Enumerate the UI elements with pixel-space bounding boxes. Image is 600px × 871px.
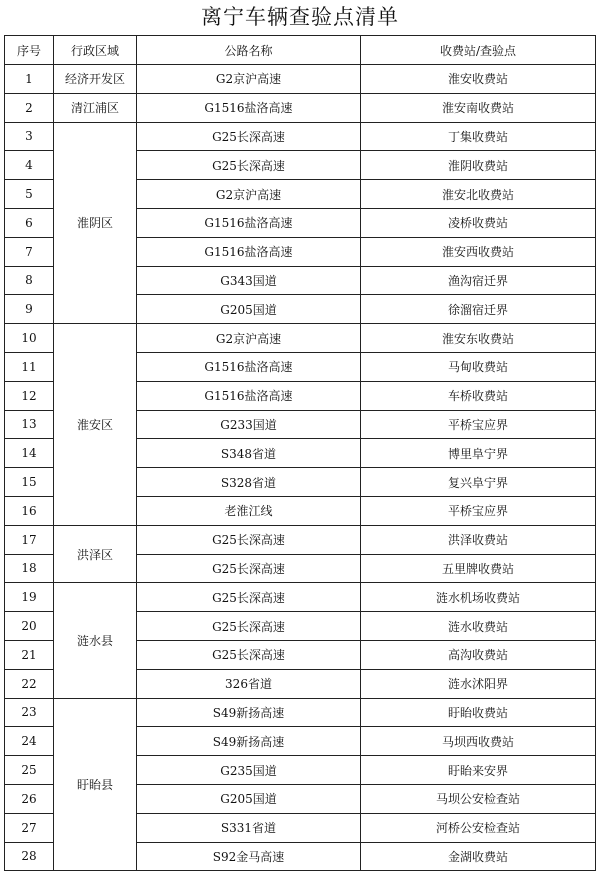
road-name-cell: 老淮江线: [137, 496, 361, 525]
table-header: [5, 36, 596, 65]
road-name-cell: G25长深高速: [137, 583, 361, 612]
admin-region-cell: 淮阴区: [54, 122, 137, 324]
station-cell: 涟水机场收费站: [361, 583, 596, 612]
road-name-cell: G1516盐洛高速: [137, 93, 361, 122]
road-name-cell: G343国道: [137, 266, 361, 295]
serial-number-cell: 17: [5, 525, 54, 554]
road-name-cell: S328省道: [137, 468, 361, 497]
serial-number-cell: 22: [5, 669, 54, 698]
road-name-cell: G25长深高速: [137, 640, 361, 669]
serial-number-cell: 28: [5, 842, 54, 871]
serial-number-cell: 27: [5, 813, 54, 842]
serial-number-cell: 20: [5, 612, 54, 641]
table-row: [5, 583, 596, 612]
serial-number-cell: 11: [5, 352, 54, 381]
station-cell: 河桥公安检查站: [361, 813, 596, 842]
serial-number-cell: 7: [5, 237, 54, 266]
station-cell: 凌桥收费站: [361, 208, 596, 237]
serial-number-cell: 10: [5, 324, 54, 353]
station-cell: 渔沟宿迁界: [361, 266, 596, 295]
station-cell: 盱眙收费站: [361, 698, 596, 727]
road-name-cell: S49新扬高速: [137, 727, 361, 756]
header-road-name: 公路名称: [137, 36, 361, 65]
road-name-cell: G1516盐洛高速: [137, 381, 361, 410]
table-body: [5, 65, 596, 871]
serial-number-cell: 9: [5, 295, 54, 324]
road-name-cell: S348省道: [137, 439, 361, 468]
serial-number-cell: 12: [5, 381, 54, 410]
serial-number-cell: 15: [5, 468, 54, 497]
road-name-cell: S49新扬高速: [137, 698, 361, 727]
station-cell: 淮安收费站: [361, 65, 596, 94]
table-row: [5, 525, 596, 554]
admin-region-cell: 洪泽区: [54, 525, 137, 583]
serial-number-cell: 26: [5, 784, 54, 813]
serial-number-cell: 6: [5, 208, 54, 237]
serial-number-cell: 18: [5, 554, 54, 583]
serial-number-cell: 4: [5, 151, 54, 180]
road-name-cell: G1516盐洛高速: [137, 352, 361, 381]
admin-region-cell: 涟水县: [54, 583, 137, 698]
table-row: [5, 324, 596, 353]
serial-number-cell: 23: [5, 698, 54, 727]
road-name-cell: G235国道: [137, 756, 361, 785]
checkpoint-table: [4, 35, 596, 871]
serial-number-cell: 24: [5, 727, 54, 756]
serial-number-cell: 3: [5, 122, 54, 151]
road-name-cell: G205国道: [137, 784, 361, 813]
road-name-cell: G25长深高速: [137, 525, 361, 554]
admin-region-cell: 清江浦区: [54, 93, 137, 122]
road-name-cell: G205国道: [137, 295, 361, 324]
serial-number-cell: 5: [5, 180, 54, 209]
station-cell: 淮安北收费站: [361, 180, 596, 209]
serial-number-cell: 16: [5, 496, 54, 525]
header-serial-number: 序号: [5, 36, 54, 65]
road-name-cell: G25长深高速: [137, 122, 361, 151]
station-cell: 淮阴收费站: [361, 151, 596, 180]
road-name-cell: G2京沪高速: [137, 65, 361, 94]
road-name-cell: G25长深高速: [137, 612, 361, 641]
serial-number-cell: 8: [5, 266, 54, 295]
station-cell: 淮安南收费站: [361, 93, 596, 122]
admin-region-cell: 经济开发区: [54, 65, 137, 94]
road-name-cell: G1516盐洛高速: [137, 208, 361, 237]
station-cell: 平桥宝应界: [361, 496, 596, 525]
station-cell: 淮安西收费站: [361, 237, 596, 266]
station-cell: 复兴阜宁界: [361, 468, 596, 497]
road-name-cell: G233国道: [137, 410, 361, 439]
road-name-cell: G1516盐洛高速: [137, 237, 361, 266]
table-row: [5, 122, 596, 151]
admin-region-cell: 淮安区: [54, 324, 137, 526]
table-row: [5, 93, 596, 122]
station-cell: 涟水沭阳界: [361, 669, 596, 698]
station-cell: 马坝西收费站: [361, 727, 596, 756]
station-cell: 五里牌收费站: [361, 554, 596, 583]
serial-number-cell: 14: [5, 439, 54, 468]
serial-number-cell: 21: [5, 640, 54, 669]
station-cell: 平桥宝应界: [361, 410, 596, 439]
serial-number-cell: 19: [5, 583, 54, 612]
serial-number-cell: 13: [5, 410, 54, 439]
road-name-cell: G2京沪高速: [137, 180, 361, 209]
station-cell: 车桥收费站: [361, 381, 596, 410]
station-cell: 盱眙来安界: [361, 756, 596, 785]
station-cell: 洪泽收费站: [361, 525, 596, 554]
header-station: 收费站/查验点: [361, 36, 596, 65]
road-name-cell: S331省道: [137, 813, 361, 842]
station-cell: 徐溜宿迁界: [361, 295, 596, 324]
road-name-cell: G25长深高速: [137, 554, 361, 583]
table-row: [5, 698, 596, 727]
serial-number-cell: 25: [5, 756, 54, 785]
station-cell: 丁集收费站: [361, 122, 596, 151]
serial-number-cell: 1: [5, 65, 54, 94]
road-name-cell: G25长深高速: [137, 151, 361, 180]
page-title: 离宁车辆查验点清单: [201, 5, 399, 29]
station-cell: 淮安东收费站: [361, 324, 596, 353]
station-cell: 金湖收费站: [361, 842, 596, 871]
table-row: [5, 65, 596, 94]
header-row: [5, 36, 596, 65]
admin-region-cell: 盱眙县: [54, 698, 137, 871]
road-name-cell: 326省道: [137, 669, 361, 698]
station-cell: 马坝公安检查站: [361, 784, 596, 813]
station-cell: 马甸收费站: [361, 352, 596, 381]
road-name-cell: G2京沪高速: [137, 324, 361, 353]
header-admin-region: 行政区域: [54, 36, 137, 65]
station-cell: 高沟收费站: [361, 640, 596, 669]
road-name-cell: S92金马高速: [137, 842, 361, 871]
station-cell: 博里阜宁界: [361, 439, 596, 468]
serial-number-cell: 2: [5, 93, 54, 122]
station-cell: 涟水收费站: [361, 612, 596, 641]
